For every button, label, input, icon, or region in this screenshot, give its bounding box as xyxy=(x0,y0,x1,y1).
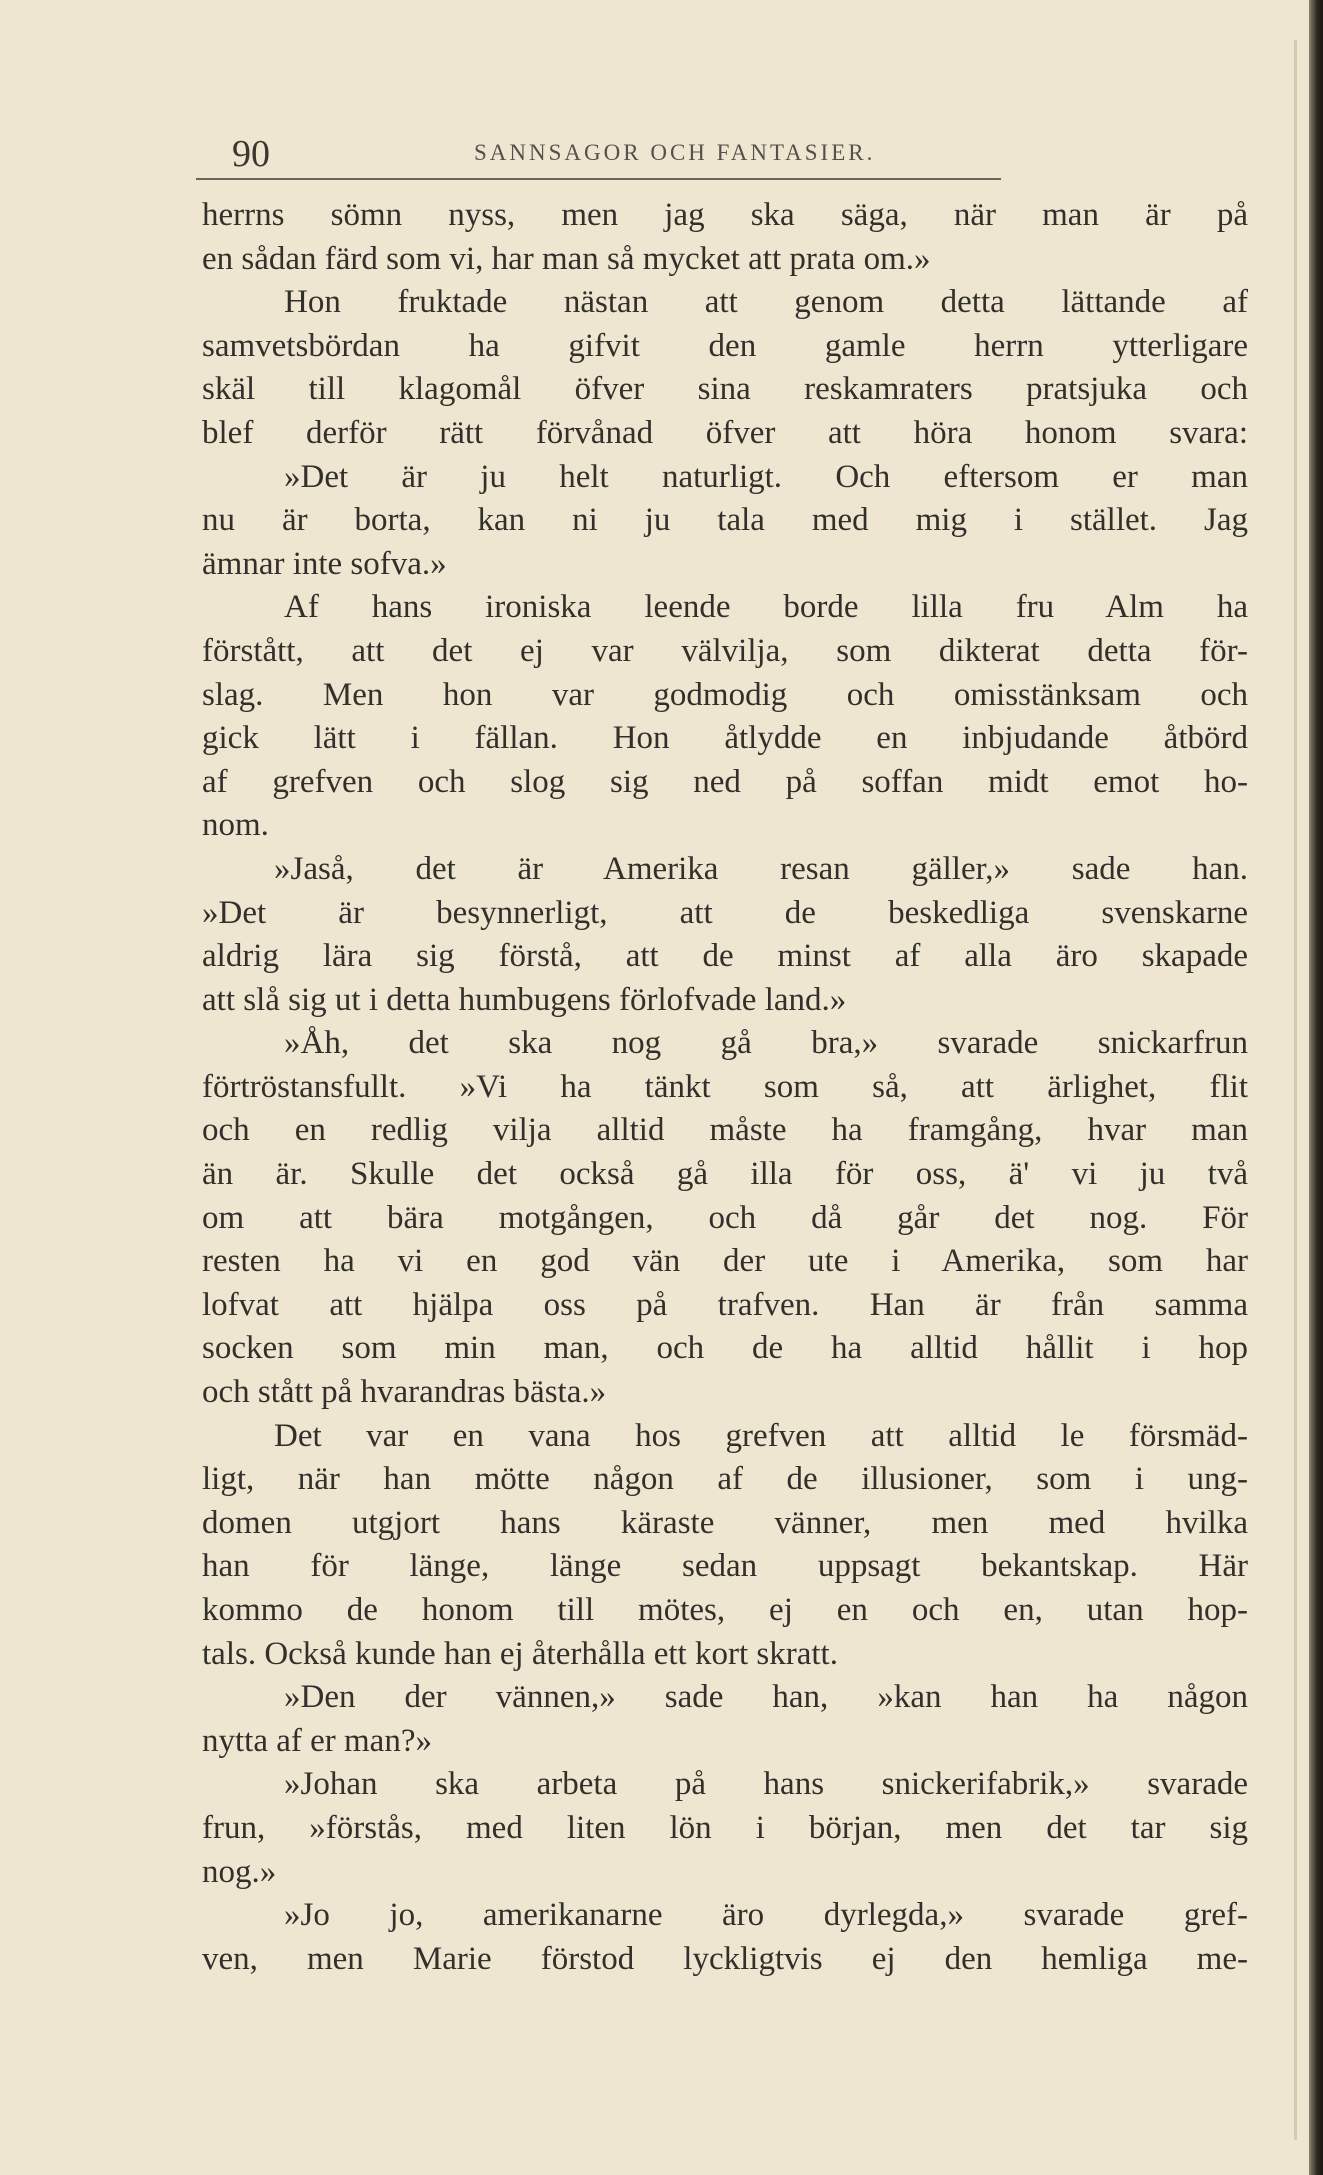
text-line: skäl till klagomål öfver sina reskamraters pratsjuka och xyxy=(202,371,1248,408)
text-line: förtröstansfullt. »Vi ha tänkt som så, att ärlighet, flit xyxy=(202,1068,1248,1105)
text-line: en sådan färd som vi, har man så mycket att prata om.» xyxy=(202,240,931,277)
text-line: Af hans ironiska leende borde lilla fru Alm ha xyxy=(284,589,1248,626)
text-line: tals. Också kunde han ej återhålla ett kort skratt. xyxy=(202,1635,838,1672)
text-line: af grefven och slog sig ned på soffan midt emot ho- xyxy=(202,763,1248,800)
text-line: »Åh, det ska nog gå bra,» svarade snickarfrun xyxy=(284,1025,1248,1062)
text-line: herrns sömn nyss, men jag ska säga, när man är på xyxy=(202,197,1248,233)
text-line: »Jo jo, amerikanarne äro dyrlegda,» svarade gref- xyxy=(284,1897,1248,1934)
text-line: nytta af er man?» xyxy=(202,1722,432,1759)
text-line: resten ha vi en god vän der ute i Amerika, som har xyxy=(202,1243,1248,1280)
text-line: slag. Men hon var godmodig och omisstänksam och xyxy=(202,676,1248,713)
text-line: nom. xyxy=(202,807,269,844)
text-line: om att bära motgången, och då går det nog. För xyxy=(202,1199,1248,1236)
text-line: blef derför rätt förvånad öfver att höra honom svara: xyxy=(202,414,1248,451)
page-header xyxy=(0,118,1323,178)
page-edge-shadow xyxy=(1294,40,1297,2140)
text-line: »Den der vännen,» sade han, »kan han ha någon xyxy=(284,1679,1248,1716)
book-binding-edge xyxy=(1309,0,1323,2175)
text-line: förstått, att det ej var välvilja, som dikterat detta för- xyxy=(202,632,1248,669)
body-text xyxy=(202,194,1248,1981)
text-line: »Johan ska arbeta på hans snickerifabrik,» svarade xyxy=(284,1766,1248,1803)
text-line: »Det är ju helt naturligt. Och eftersom er man xyxy=(284,458,1248,495)
text-line: ligt, när han mötte någon af de illusioner, som i ung- xyxy=(202,1461,1248,1498)
text-line: och stått på hvarandras bästa.» xyxy=(202,1374,607,1411)
text-line: han för länge, länge sedan uppsagt bekantskap. Här xyxy=(202,1548,1248,1585)
header-rule xyxy=(196,178,1001,180)
text-line: Det var en vana hos grefven att alltid le försmäd- xyxy=(274,1417,1248,1454)
page-number: 90 xyxy=(232,133,270,175)
text-line: nu är borta, kan ni ju tala med mig i stället. Jag xyxy=(202,502,1248,539)
text-line: socken som min man, och de ha alltid hållit i hop xyxy=(202,1330,1248,1367)
text-line: gick lätt i fällan. Hon åtlydde en inbjudande åtbörd xyxy=(202,720,1248,757)
text-line: att slå sig ut i detta humbugens förlofvade land.» xyxy=(202,981,847,1018)
text-line: aldrig lära sig förstå, att de minst af alla äro skapade xyxy=(202,938,1248,975)
text-line: »Det är besynnerligt, att de beskedliga svenskarne xyxy=(202,894,1248,931)
text-line: Hon fruktade nästan att genom detta lättande af xyxy=(284,284,1248,321)
running-title: SANNSAGOR OCH FANTASIER. xyxy=(474,140,876,165)
text-line: nog.» xyxy=(202,1853,277,1890)
text-line: domen utgjort hans käraste vänner, men med hvilka xyxy=(202,1504,1248,1541)
text-line: lofvat att hjälpa oss på trafven. Han är från samma xyxy=(202,1286,1248,1323)
text-line: ven, men Marie förstod lyckligtvis ej den hemliga me- xyxy=(202,1940,1248,1977)
text-line: »Jaså, det är Amerika resan gäller,» sade han. xyxy=(274,850,1248,887)
text-line: ämnar inte sofva.» xyxy=(202,545,447,582)
text-line: och en redlig vilja alltid måste ha framgång, hvar man xyxy=(202,1112,1248,1149)
text-line: samvetsbördan ha gifvit den gamle herrn ytterligare xyxy=(202,327,1248,364)
text-line: kommo de honom till mötes, ej en och en, utan hop- xyxy=(202,1592,1248,1628)
text-line: än är. Skulle det också gå illa för oss, ä' vi ju två xyxy=(202,1156,1248,1193)
text-line: frun, »förstås, med liten lön i början, men det tar sig xyxy=(202,1809,1248,1846)
